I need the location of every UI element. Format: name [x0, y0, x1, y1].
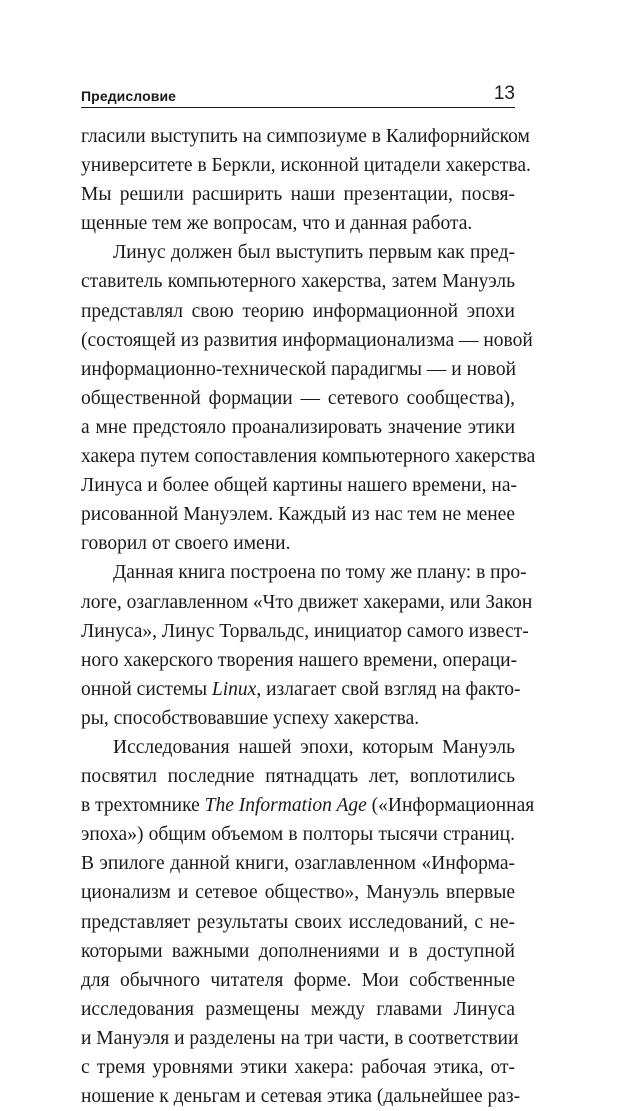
text-segment: Данная книга построена по тому же плану: в про-	[113, 562, 527, 584]
text-line	[81, 704, 515, 733]
text-segment: Линуса», Линус Торвальдс, инициатор самого извест-	[81, 620, 529, 642]
text-line	[81, 500, 515, 529]
text-segment: (состоящей из развития информационализма — новой	[81, 329, 533, 351]
text-line	[81, 209, 515, 238]
text-segment: («Информационная	[366, 795, 535, 817]
text-line	[81, 355, 515, 384]
text-line	[81, 820, 515, 849]
paragraph	[81, 558, 533, 733]
text-line	[81, 878, 515, 907]
text-segment: ры, способствовавшие успеху хакерства.	[81, 707, 420, 729]
body-text	[81, 122, 536, 1111]
running-head	[81, 82, 515, 108]
text-line	[81, 995, 515, 1024]
text-line	[81, 733, 515, 762]
text-line	[81, 908, 515, 937]
text-segment: говорил от своего имени.	[81, 533, 291, 555]
text-segment: ного хакерского творения нашего времени, операци-	[81, 649, 518, 671]
text-segment: эпоха») общим объемом в полторы тысячи страниц.	[81, 824, 515, 846]
text-line	[81, 675, 521, 704]
italic-title: The Information Age	[204, 795, 367, 817]
text-segment: которыми важными дополнениями и в доступной	[81, 940, 515, 962]
text-segment: с тремя уровнями этики хакера: рабочая этика, от-	[81, 1057, 515, 1078]
text-segment: а мне предстояло проанализировать значение этики	[81, 416, 515, 438]
text-segment: рисованной Мануэлем. Каждый из нас тем не менее	[81, 504, 515, 526]
text-line	[81, 122, 530, 151]
text-segment: ционализм и сетевое общество», Мануэль впервые	[81, 882, 515, 904]
text-line	[81, 471, 515, 500]
paragraph	[81, 122, 531, 238]
text-line	[81, 937, 515, 966]
text-line	[81, 151, 531, 180]
header-rule	[81, 107, 515, 108]
paragraph	[81, 238, 536, 558]
text-segment: ношение к деньгам и сетевая этика (дальнейшее раз-	[81, 1086, 521, 1108]
text-segment: посвятил последние пятнадцать лет, воплотились	[81, 766, 515, 788]
text-line	[81, 384, 515, 413]
text-line	[81, 238, 515, 267]
text-segment: информационно-технической парадигмы — и новой	[81, 358, 517, 380]
text-segment: хакера путем сопоставления компьютерного хакерства	[81, 446, 536, 468]
text-segment: общественной формации — сетевого сообщества),	[81, 387, 515, 409]
text-line	[81, 558, 527, 587]
paragraph	[81, 733, 535, 1111]
text-segment: и Мануэля и разделены на три части, в соответствии	[81, 1027, 519, 1049]
text-line	[81, 413, 515, 442]
text-segment: щенные тем же вопросам, что и данная работа.	[81, 213, 473, 235]
text-segment: представлял свою теорию информационной эпохи	[81, 300, 515, 322]
text-segment: Исследования нашей эпохи, которым Мануэль	[113, 736, 515, 758]
text-line	[81, 267, 515, 296]
text-line	[81, 1082, 521, 1111]
text-segment: представляет результаты своих исследований, с не-	[81, 911, 515, 933]
text-segment: университете в Беркли, исконной цитадели хакерства.	[81, 155, 531, 177]
text-line	[81, 1024, 519, 1053]
text-segment: для обычного читателя форме. Мои собственные	[81, 969, 515, 991]
text-segment: исследования размещены между главами Линуса	[81, 998, 515, 1020]
text-segment: , излагает свой взгляд на факто-	[256, 678, 521, 700]
text-line	[81, 762, 515, 791]
text-line	[81, 529, 515, 558]
text-segment: В эпилоге данной книги, озаглавленном «Информа-	[81, 853, 515, 875]
text-segment: логе, озаглавленном «Что движет хакерами, или Закон	[81, 591, 533, 613]
text-segment: гласили выступить на симпозиуме в Калифорнийском	[81, 126, 530, 147]
text-line	[81, 617, 529, 646]
text-line	[81, 442, 536, 471]
text-segment: Линус должен был выступить первым как пред-	[113, 242, 515, 264]
text-segment: Мы решили расширить наши презентации, посвя-	[81, 184, 515, 206]
text-line	[81, 180, 515, 209]
text-segment: онной системы	[81, 678, 212, 700]
page-number: 13	[493, 83, 515, 104]
text-line	[81, 646, 518, 675]
text-line	[81, 326, 533, 355]
text-line	[81, 849, 515, 878]
text-line	[81, 966, 515, 995]
text-line	[81, 791, 535, 820]
text-line	[81, 588, 533, 617]
text-segment: Линуса и более общей картины нашего времени, на-	[81, 475, 517, 497]
text-line	[81, 297, 515, 326]
italic-title: Linux	[211, 678, 257, 700]
text-line	[81, 1053, 515, 1082]
section-title: Предисловие	[81, 88, 177, 104]
text-segment: в трехтомнике	[81, 795, 205, 817]
text-segment: ставитель компьютерного хакерства, затем Мануэль	[81, 271, 515, 293]
